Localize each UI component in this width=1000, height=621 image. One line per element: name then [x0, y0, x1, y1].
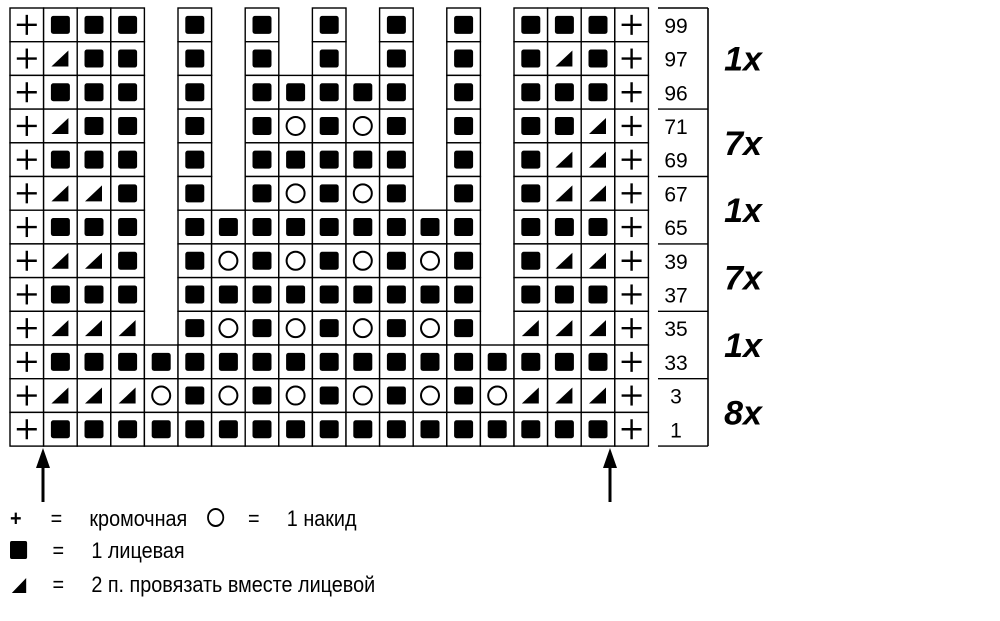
knit-stitch — [77, 278, 111, 312]
edge-stitch — [10, 379, 44, 413]
knit-stitch — [380, 177, 414, 211]
knit-stitch — [514, 412, 548, 446]
knit-stitch — [514, 278, 548, 312]
knit-stitch — [514, 244, 548, 278]
edge-stitch — [10, 143, 44, 177]
edge-stitch — [615, 75, 649, 109]
knit-stitch — [111, 412, 145, 446]
knit-stitch — [480, 345, 514, 379]
knit-stitch — [44, 345, 78, 379]
knit-stitch — [178, 412, 212, 446]
knit-stitch — [380, 379, 414, 413]
k2tog-stitch — [548, 177, 582, 211]
knit-stitch — [312, 109, 346, 143]
knit-stitch — [279, 75, 313, 109]
row-number: 71 — [664, 115, 688, 139]
knit-stitch — [245, 109, 279, 143]
edge-stitch — [615, 244, 649, 278]
k2tog-stitch — [44, 244, 78, 278]
knit-stitch — [77, 8, 111, 42]
knit-stitch — [447, 177, 481, 211]
knit-stitch — [144, 345, 178, 379]
knit-stitch — [447, 8, 481, 42]
knit-stitch — [413, 345, 447, 379]
knit-stitch — [245, 278, 279, 312]
knit-stitch — [77, 412, 111, 446]
knit-stitch — [380, 143, 414, 177]
edge-stitch — [10, 8, 44, 42]
knit-stitch — [212, 412, 246, 446]
k2tog-stitch — [111, 379, 145, 413]
knit-stitch — [111, 42, 145, 76]
row-number: 97 — [664, 48, 688, 72]
repeat-label: 1x — [724, 40, 762, 79]
knit-stitch — [312, 311, 346, 345]
knit-stitch — [178, 379, 212, 413]
knit-stitch — [178, 109, 212, 143]
knit-stitch — [312, 379, 346, 413]
row-number: 65 — [664, 217, 688, 241]
repeat-label: 8x — [724, 394, 762, 433]
knit-stitch — [380, 109, 414, 143]
knit-stitch — [77, 75, 111, 109]
knit-stitch — [514, 210, 548, 244]
knit-stitch — [581, 412, 615, 446]
k2tog-stitch — [581, 177, 615, 211]
row-number: 69 — [664, 149, 688, 173]
row-number-column — [664, 8, 708, 446]
knit-stitch — [111, 177, 145, 211]
start-arrow-right — [603, 448, 617, 502]
k2tog-stitch — [44, 109, 78, 143]
yarn-over-stitch — [279, 177, 313, 211]
knit-stitch — [346, 412, 380, 446]
k2tog-stitch — [581, 143, 615, 177]
knit-stitch — [77, 345, 111, 379]
row-number: 96 — [664, 82, 688, 106]
knit-stitch — [178, 143, 212, 177]
row-number: 1 — [670, 419, 682, 443]
knit-stitch — [44, 210, 78, 244]
knit-stitch — [245, 210, 279, 244]
edge-stitch — [615, 345, 649, 379]
k2tog-stitch — [581, 109, 615, 143]
yarn-over-stitch — [346, 244, 380, 278]
edge-stitch — [10, 278, 44, 312]
knit-stitch — [548, 75, 582, 109]
k2tog-stitch — [44, 379, 78, 413]
knit-stitch — [212, 210, 246, 244]
stitch-grid — [10, 8, 648, 446]
edge-stitch — [615, 109, 649, 143]
knit-stitch — [480, 412, 514, 446]
knit-stitch — [245, 75, 279, 109]
knit-stitch — [245, 42, 279, 76]
yarn-over-stitch — [212, 379, 246, 413]
knit-stitch — [111, 75, 145, 109]
repeat-label: 1x — [724, 327, 762, 365]
yarn-over-stitch — [279, 109, 313, 143]
yarn-over-stitch — [480, 379, 514, 413]
repeat-label: 7x — [724, 124, 762, 163]
yarn-over-stitch — [279, 379, 313, 413]
yarn-over-stitch — [144, 379, 178, 413]
knit-stitch — [514, 177, 548, 211]
knit-stitch — [447, 143, 481, 177]
yarn-over-stitch — [413, 311, 447, 345]
knit-stitch — [178, 345, 212, 379]
k2tog-stitch — [44, 42, 78, 76]
yarn-over-stitch — [413, 379, 447, 413]
legend-equals: = — [248, 506, 260, 531]
knit-stitch — [245, 177, 279, 211]
k2tog-stitch — [581, 311, 615, 345]
k2tog-stitch — [44, 311, 78, 345]
knit-stitch — [548, 412, 582, 446]
knit-stitch — [178, 42, 212, 76]
knit-stitch — [514, 75, 548, 109]
edge-stitch — [615, 8, 649, 42]
knit-stitch — [548, 278, 582, 312]
knit-stitch — [178, 177, 212, 211]
knit-stitch — [346, 345, 380, 379]
k2tog-stitch — [77, 379, 111, 413]
knit-stitch — [548, 210, 582, 244]
row-number: 39 — [664, 250, 688, 274]
yarn-over-stitch — [413, 244, 447, 278]
k2tog-stitch — [514, 311, 548, 345]
edge-stitch — [10, 177, 44, 211]
yarn-over-stitch — [346, 379, 380, 413]
knit-stitch — [548, 109, 582, 143]
edge-stitch — [615, 177, 649, 211]
knit-stitch — [279, 210, 313, 244]
edge-stitch — [10, 210, 44, 244]
knit-stitch — [380, 311, 414, 345]
knit-stitch — [279, 143, 313, 177]
knit-stitch — [279, 412, 313, 446]
knit-stitch — [111, 210, 145, 244]
knit-stitch — [178, 210, 212, 244]
knit-stitch — [514, 109, 548, 143]
knit-stitch — [312, 143, 346, 177]
knit-stitch — [144, 412, 178, 446]
edge-stitch — [615, 379, 649, 413]
knit-stitch — [178, 278, 212, 312]
knit-stitch — [312, 177, 346, 211]
row-number: 3 — [670, 385, 682, 409]
knit-stitch — [447, 244, 481, 278]
knit-stitch — [581, 75, 615, 109]
knit-stitch — [77, 210, 111, 244]
knit-stitch — [447, 278, 481, 312]
k2tog-stitch — [548, 311, 582, 345]
legend-row-k2tog — [10, 572, 375, 598]
knit-stitch — [413, 412, 447, 446]
knit-stitch — [548, 8, 582, 42]
knit-stitch — [380, 75, 414, 109]
yarn-over-stitch — [212, 311, 246, 345]
filled-triangle-icon — [10, 576, 28, 594]
row-number: 35 — [664, 318, 688, 342]
knit-stitch — [111, 244, 145, 278]
knit-stitch — [413, 278, 447, 312]
legend-k2tog-text: 2 п. провязать вместе лицевой — [91, 572, 376, 597]
knit-stitch — [581, 42, 615, 76]
knit-stitch — [447, 345, 481, 379]
knit-stitch — [380, 210, 414, 244]
legend-equals: = — [50, 506, 63, 531]
k2tog-stitch — [548, 42, 582, 76]
knit-stitch — [380, 8, 414, 42]
knit-stitch — [548, 345, 582, 379]
knit-stitch — [346, 278, 380, 312]
k2tog-stitch — [44, 177, 78, 211]
knit-stitch — [279, 278, 313, 312]
knit-stitch — [514, 345, 548, 379]
filled-square-icon — [10, 541, 27, 559]
knit-stitch — [178, 311, 212, 345]
knit-stitch — [77, 143, 111, 177]
knit-stitch — [312, 345, 346, 379]
circle-icon — [207, 508, 224, 527]
knit-stitch — [111, 143, 145, 177]
knit-stitch — [178, 244, 212, 278]
legend-knit-text: 1 лицевая — [91, 538, 185, 563]
knit-stitch — [413, 210, 447, 244]
knit-stitch — [111, 8, 145, 42]
legend-yo-text: 1 накид — [286, 506, 357, 531]
repeat-label: 7x — [724, 259, 762, 298]
knit-stitch — [44, 143, 78, 177]
k2tog-stitch — [581, 379, 615, 413]
yarn-over-stitch — [279, 311, 313, 345]
edge-stitch — [615, 42, 649, 76]
knit-stitch — [581, 345, 615, 379]
knit-stitch — [312, 8, 346, 42]
knit-stitch — [312, 278, 346, 312]
edge-stitch — [615, 210, 649, 244]
knit-stitch — [245, 379, 279, 413]
plus-icon: + — [10, 506, 22, 531]
knit-stitch — [514, 8, 548, 42]
knit-stitch — [312, 42, 346, 76]
knit-stitch — [44, 75, 78, 109]
edge-stitch — [10, 345, 44, 379]
knit-stitch — [581, 8, 615, 42]
knit-stitch — [447, 210, 481, 244]
knit-stitch — [447, 379, 481, 413]
knit-stitch — [447, 75, 481, 109]
knit-stitch — [245, 8, 279, 42]
knit-stitch — [44, 412, 78, 446]
knit-stitch — [312, 412, 346, 446]
row-number: 37 — [664, 284, 688, 308]
knit-stitch — [447, 311, 481, 345]
knit-stitch — [245, 143, 279, 177]
k2tog-stitch — [77, 244, 111, 278]
knit-stitch — [77, 42, 111, 76]
legend-equals: = — [52, 538, 65, 563]
k2tog-stitch — [581, 244, 615, 278]
k2tog-stitch — [514, 379, 548, 413]
knit-stitch — [346, 75, 380, 109]
knit-stitch — [111, 109, 145, 143]
edge-stitch — [615, 412, 649, 446]
k2tog-stitch — [77, 311, 111, 345]
yarn-over-stitch — [212, 244, 246, 278]
edge-stitch — [10, 311, 44, 345]
yarn-over-stitch — [279, 244, 313, 278]
knit-stitch — [245, 412, 279, 446]
knit-stitch — [514, 42, 548, 76]
knit-stitch — [447, 412, 481, 446]
knit-stitch — [44, 278, 78, 312]
knit-stitch — [111, 345, 145, 379]
knit-stitch — [447, 42, 481, 76]
legend-equals: = — [52, 572, 65, 597]
knit-stitch — [312, 244, 346, 278]
knit-stitch — [581, 278, 615, 312]
knit-stitch — [380, 244, 414, 278]
row-number: 67 — [664, 183, 688, 207]
knit-stitch — [581, 210, 615, 244]
legend-row-edge — [10, 506, 357, 532]
yarn-over-stitch — [346, 311, 380, 345]
knit-stitch — [346, 143, 380, 177]
edge-stitch — [10, 42, 44, 76]
knit-stitch — [312, 210, 346, 244]
knit-stitch — [447, 109, 481, 143]
knit-stitch — [77, 109, 111, 143]
row-number: 99 — [664, 14, 688, 38]
edge-stitch — [10, 75, 44, 109]
edge-stitch — [615, 311, 649, 345]
yarn-over-stitch — [346, 109, 380, 143]
k2tog-stitch — [548, 379, 582, 413]
knit-stitch — [380, 42, 414, 76]
k2tog-stitch — [77, 177, 111, 211]
knit-stitch — [245, 345, 279, 379]
k2tog-stitch — [548, 244, 582, 278]
knit-stitch — [178, 75, 212, 109]
edge-stitch — [10, 244, 44, 278]
knit-stitch — [346, 210, 380, 244]
edge-stitch — [615, 143, 649, 177]
legend-row-knit — [10, 538, 185, 564]
yarn-over-stitch — [346, 177, 380, 211]
knit-stitch — [514, 143, 548, 177]
edge-stitch — [10, 412, 44, 446]
knit-stitch — [380, 345, 414, 379]
edge-stitch — [615, 278, 649, 312]
knit-stitch — [212, 345, 246, 379]
knit-stitch — [178, 8, 212, 42]
k2tog-stitch — [111, 311, 145, 345]
knit-stitch — [245, 244, 279, 278]
knit-stitch — [44, 8, 78, 42]
knit-stitch — [380, 412, 414, 446]
knit-stitch — [111, 278, 145, 312]
k2tog-stitch — [548, 143, 582, 177]
knit-stitch — [212, 278, 246, 312]
start-arrow-left — [36, 448, 50, 502]
repeat-label: 1x — [724, 192, 762, 231]
legend-edge-text: кромочная — [89, 506, 188, 531]
knit-stitch — [380, 278, 414, 312]
row-number: 33 — [664, 351, 688, 375]
knit-stitch — [312, 75, 346, 109]
edge-stitch — [10, 109, 44, 143]
knit-stitch — [245, 311, 279, 345]
knit-stitch — [279, 345, 313, 379]
